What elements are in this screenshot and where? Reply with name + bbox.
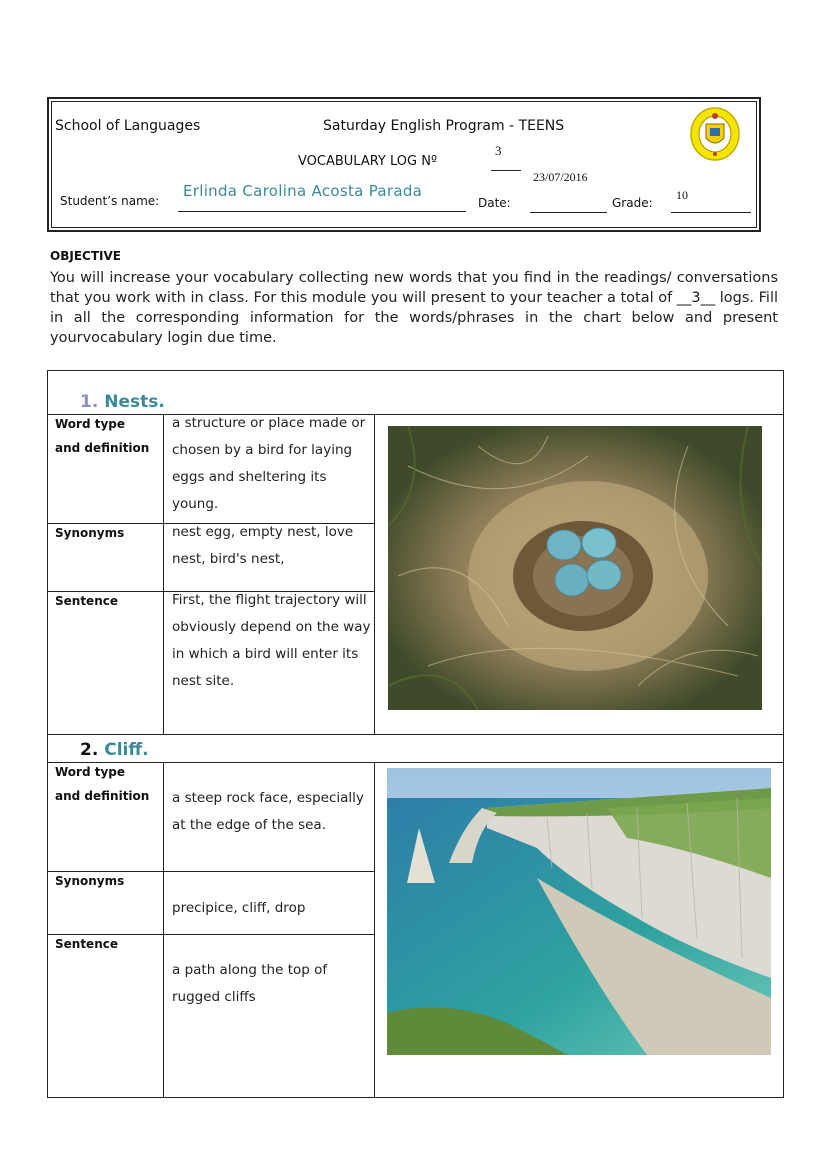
date-line — [530, 212, 607, 213]
date-label: Date: — [478, 196, 511, 210]
sentence-label: Sentence — [55, 937, 118, 951]
synonyms-label: Synonyms — [55, 526, 125, 540]
word-type-label-line1: Word type — [55, 765, 126, 779]
section-number: 1. — [80, 392, 99, 412]
section-title-2 — [80, 740, 149, 760]
student-name-value: Erlinda Carolina Acosta Parada — [183, 182, 423, 200]
vocabulary-log-title: VOCABULARY LOG Nº — [298, 154, 438, 169]
log-number: 3 — [495, 143, 502, 158]
student-name-label: Student’s name: — [60, 194, 160, 208]
word-type-label — [55, 760, 149, 808]
program-name: Saturday English Program - TEENS — [323, 118, 565, 134]
cliff-photo — [387, 768, 771, 1055]
section-word: Nests. — [104, 392, 165, 412]
section-number: 2. — [80, 740, 99, 760]
date-value: 23/07/2016 — [533, 170, 588, 184]
row-divider — [47, 414, 784, 415]
school-seal-logo — [689, 104, 741, 162]
objective-heading: OBJECTIVE — [50, 249, 121, 263]
synonyms-text: precipice, cliff, drop — [172, 900, 306, 916]
synonyms-text: nest egg, empty nest, love nest, bird's nest, — [172, 524, 354, 567]
word-type-label — [55, 412, 149, 460]
column-divider — [374, 762, 375, 1098]
grade-value: 10 — [676, 188, 688, 202]
section-word: Cliff. — [104, 740, 149, 760]
row-divider — [47, 734, 784, 735]
nest-photo — [388, 426, 762, 710]
school-name: School of Languages — [55, 118, 201, 134]
student-name-line — [178, 211, 466, 212]
column-divider — [163, 762, 164, 1098]
section-title-1 — [80, 392, 165, 412]
grade-label: Grade: — [612, 196, 653, 210]
column-divider — [374, 414, 375, 734]
objective-text: You will increase your vocabulary collecting new words that you find in the readings/ conversations that you work with in class. For this module you will present to your teacher a total of __3__ logs. Fill in all the corresponding information for the words/phrases in the chart below and present yourvocabulary login due time. — [50, 270, 778, 346]
word-type-label-line1: Word type — [55, 417, 126, 431]
word-type-label-line2: and definition — [55, 789, 150, 803]
log-number-line — [491, 170, 521, 171]
synonyms-label: Synonyms — [55, 874, 125, 888]
row-divider — [47, 762, 784, 763]
grade-line — [671, 212, 751, 213]
definition-text: a structure or place made or chosen by a bird for laying eggs and sheltering its young. — [172, 415, 366, 512]
sentence-text: a path along the top of rugged cliffs — [172, 962, 328, 1005]
sentence-text: First, the flight trajectory will obviously depend on the way in which a bird will enter its nest site. — [172, 592, 371, 689]
word-type-label-line2: and definition — [55, 441, 150, 455]
column-divider — [163, 414, 164, 734]
sentence-label: Sentence — [55, 594, 118, 608]
definition-text: a steep rock face, especially at the edge of the sea. — [172, 790, 364, 833]
